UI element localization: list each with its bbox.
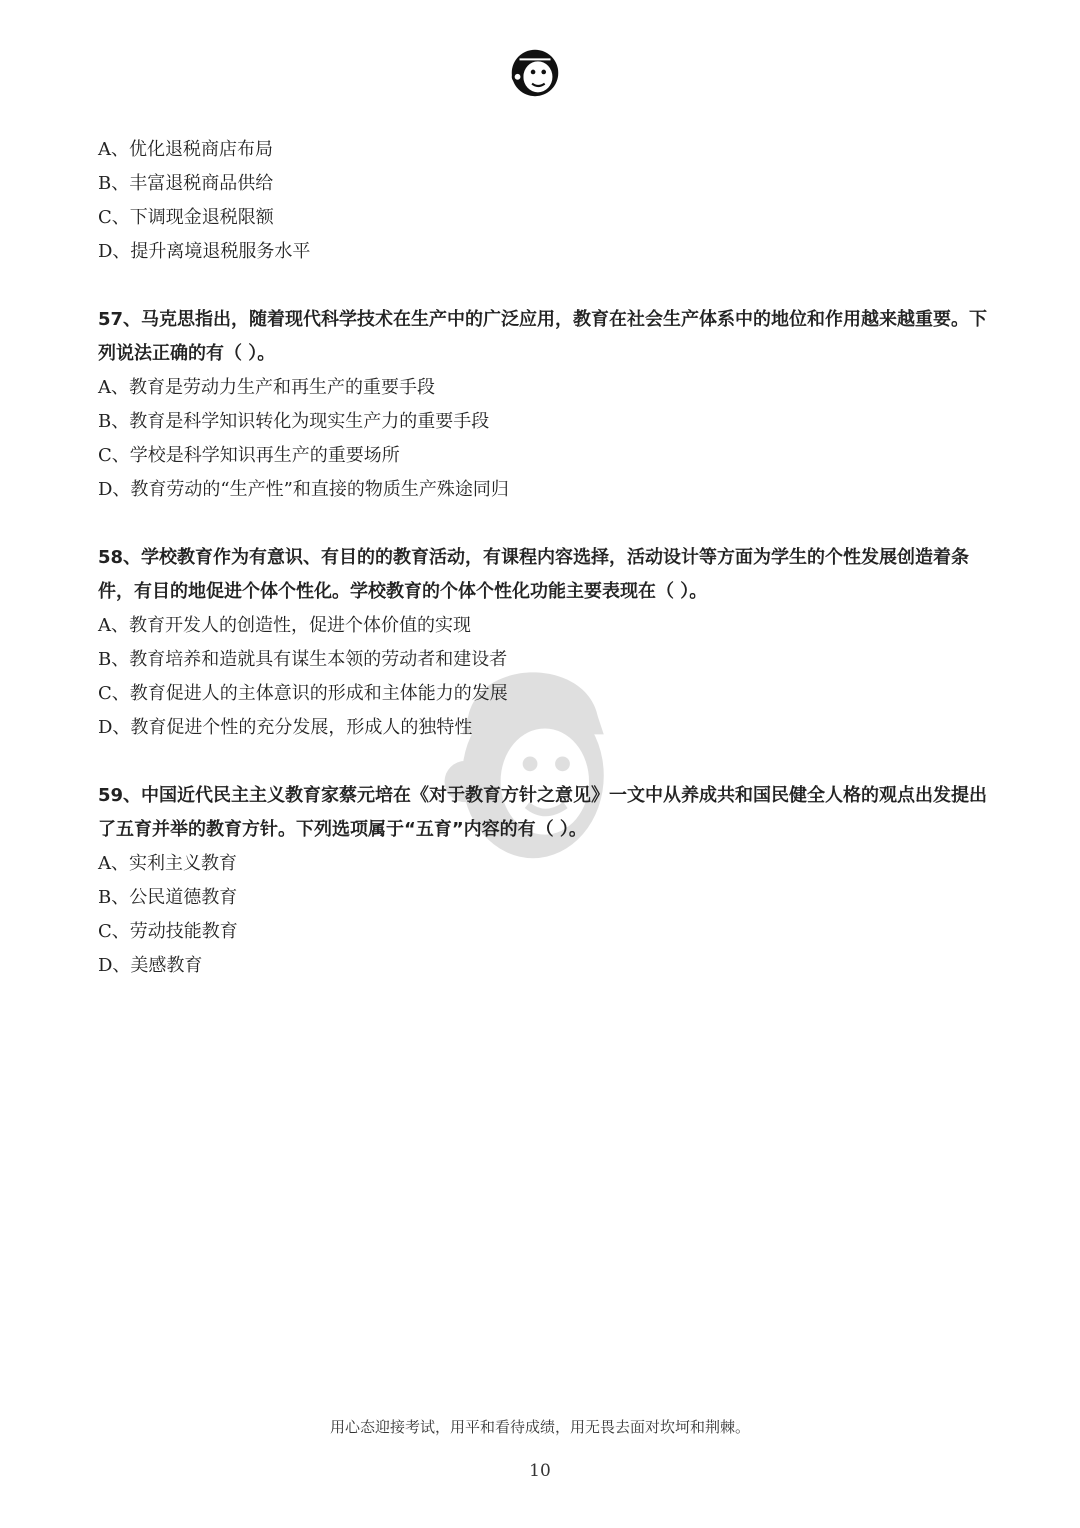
option-a: A、优化退税商店布局 <box>98 139 273 160</box>
option-a: A、教育开发人的创造性，促进个体价值的实现 <box>98 615 471 636</box>
option-b: B、丰富退税商品供给 <box>98 173 274 194</box>
page-number: 10 <box>529 1461 551 1481</box>
question-57 <box>98 303 988 507</box>
question-59 <box>98 779 988 983</box>
option-b: B、教育培养和造就具有谋生本领的劳动者和建设者 <box>98 649 508 670</box>
footer-motto: 用心态迎接考试，用平和看待成绩，用无畏去面对坎坷和荆棘。 <box>329 1418 750 1436</box>
question-stem: 58、学校教育作为有意识、有目的的教育活动，有课程内容选择，活动设计等方面为学生的个性发展创造着条件，有目的地促进个体个性化。学校教育的个体个性化功能主要表现在（ ）。 <box>98 547 970 602</box>
option-c: C、下调现金退税限额 <box>98 207 274 228</box>
option-d: D、教育促进个性的充分发展，形成人的独特性 <box>98 717 473 738</box>
question-stem: 57、马克思指出，随着现代科学技术在生产中的广泛应用，教育在社会生产体系中的地位和作用越来越重要。下列说法正确的有（ ）。 <box>98 309 988 364</box>
question-content <box>98 133 988 983</box>
monkey-logo-icon <box>504 40 566 102</box>
question-58 <box>98 541 988 745</box>
option-c: C、教育促进人的主体意识的形成和主体能力的发展 <box>98 683 508 704</box>
option-a: A、实利主义教育 <box>98 853 237 874</box>
option-d: D、教育劳动的“生产性”和直接的物质生产殊途同归 <box>98 479 509 500</box>
question-stem: 59、中国近代民主主义教育家蔡元培在《对于教育方针之意见》一文中从养成共和国民健全人格的观点出发提出了五育并举的教育方针。下列选项属于“五育”内容的有（ ）。 <box>98 785 988 840</box>
previous-question-options <box>98 133 988 269</box>
option-c: C、学校是科学知识再生产的重要场所 <box>98 445 400 466</box>
option-a: A、教育是劳动力生产和再生产的重要手段 <box>98 377 435 398</box>
option-b: B、公民道德教育 <box>98 887 238 908</box>
option-c: C、劳动技能教育 <box>98 921 238 942</box>
option-d: D、美感教育 <box>98 955 203 976</box>
option-d: D、提升离境退税服务水平 <box>98 241 311 262</box>
option-b: B、教育是科学知识转化为现实生产力的重要手段 <box>98 411 490 432</box>
